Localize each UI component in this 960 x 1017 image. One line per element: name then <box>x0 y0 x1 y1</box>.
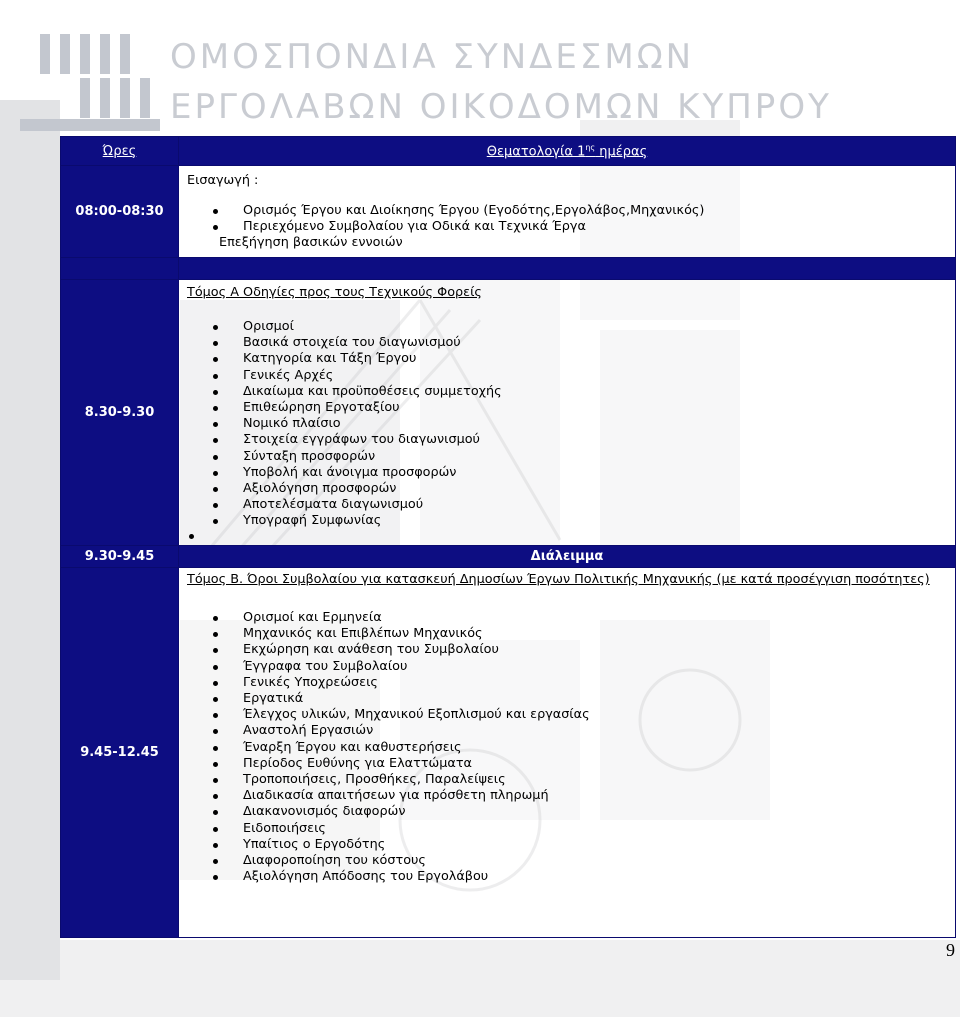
row-time: 8.30-9.30 <box>61 280 179 546</box>
page-number: 9 <box>946 940 955 960</box>
list-item: Βασικά στοιχεία του διαγωνισμού <box>187 335 955 351</box>
table-header-row <box>61 137 956 166</box>
spacer-cell <box>61 258 179 280</box>
list-item: Υποβολή και άνοιγμα προσφορών <box>187 465 955 481</box>
list-item: Υπαίτιος ο Εργοδότης <box>187 837 955 853</box>
table-row <box>61 166 956 258</box>
list-item: Έγγραφα του Συμβολαίου <box>187 659 955 675</box>
federation-logo <box>20 14 170 134</box>
empty-bullet <box>187 530 955 544</box>
list-item: Στοιχεία εγγράφων του διαγωνισμού <box>187 432 955 448</box>
list-item: Διαδικασία απαιτήσεων για πρόσθετη πληρωμή <box>187 788 955 804</box>
header-topic-suffix: ημέρας <box>595 144 648 160</box>
federation-name-line2: ΕΡΓΟΛΑΒΩΝ ΟΙΚΟΔΟΜΩΝ ΚΥΠΡΟΥ <box>170 87 832 127</box>
list-item: Ορισμοί και Ερμηνεία <box>187 610 955 626</box>
list-item: Περιεχόμενο Συμβολαίου για Οδικά και Τεχνικά Έργα <box>187 219 955 235</box>
list-item: Μηχανικός και Επιβλέπων Μηχανικός <box>187 626 955 642</box>
list-item: Περίοδος Ευθύνης για Ελαττώματα <box>187 756 955 772</box>
spacer-cell <box>179 258 956 280</box>
list-item: Αξιολόγηση Απόδοσης του Εργολάβου <box>187 869 955 885</box>
topic-list <box>187 610 955 885</box>
row-content <box>179 568 956 938</box>
list-item: Επιθεώρηση Εργοταξίου <box>187 400 955 416</box>
list-item: Επεξήγηση βασικών εννοιών <box>219 235 403 251</box>
section-title: Εισαγωγή : <box>187 173 259 188</box>
list-item: Τροποποιήσεις, Προσθήκες, Παραλείψεις <box>187 772 955 788</box>
federation-name <box>170 32 832 132</box>
header-topic-text: Θεματολογία 1 <box>486 144 586 160</box>
row-content <box>179 166 956 258</box>
list-item: Δικαίωμα και προϋποθέσεις συμμετοχής <box>187 384 955 400</box>
list-item: Εργατικά <box>187 691 955 707</box>
list-item: Αναστολή Εργασιών <box>187 723 955 739</box>
row-time: 9.30-9.45 <box>61 546 179 568</box>
section-title: Τόμος Β. Όροι Συμβολαίου για κατασκευή Δημοσίων Έργων Πολιτικής Μηχανικής (με κατά προσέγγιση ποσότητες) <box>187 572 930 587</box>
list-item: Ορισμός Έργου και Διοίκησης Έργου (Εγοδότης,Εργολάβος,Μηχανικός) <box>187 203 955 219</box>
schedule-table <box>60 136 956 938</box>
list-item: Διαφοροποίηση του κόστους <box>187 853 955 869</box>
list-item: Εκχώρηση και ανάθεση του Συμβολαίου <box>187 642 955 658</box>
list-item: Γενικές Αρχές <box>187 368 955 384</box>
table-row <box>61 546 956 568</box>
list-item: Αξιολόγηση προσφορών <box>187 481 955 497</box>
header-topic <box>179 137 956 166</box>
list-item: Έναρξη Έργου και καθυστερήσεις <box>187 740 955 756</box>
table-row <box>61 280 956 546</box>
list-item: Ορισμοί <box>187 319 955 335</box>
spacer-row <box>61 258 956 280</box>
table-row <box>61 568 956 938</box>
topic-list <box>187 319 955 530</box>
break-label: Διάλειμμα <box>179 546 956 568</box>
list-item: Ειδοποιήσεις <box>187 821 955 837</box>
header-time: Ώρες <box>61 137 179 166</box>
federation-name-line1: ΟΜΟΣΠΟΝΔΙΑ ΣΥΝΔΕΣΜΩΝ <box>170 37 695 77</box>
list-item: Γενικές Υποχρεώσεις <box>187 675 955 691</box>
list-item: Κατηγορία και Τάξη Έργου <box>187 351 955 367</box>
row-time: 9.45-12.45 <box>61 568 179 938</box>
section-title: Τόμος Α Οδηγίες προς τους Τεχνικούς Φορείς <box>187 285 482 300</box>
row-content <box>179 280 956 546</box>
header-topic-sup: ης <box>585 142 596 152</box>
row-time: 08:00-08:30 <box>61 166 179 258</box>
list-item: Έλεγχος υλικών, Μηχανικού Εξοπλισμού και εργασίας <box>187 707 955 723</box>
list-item: Νομικό πλαίσιο <box>187 416 955 432</box>
list-item: Αποτελέσματα διαγωνισμού <box>187 497 955 513</box>
list-item: Υπογραφή Συμφωνίας <box>187 513 955 529</box>
topic-list <box>187 203 955 235</box>
list-item: Διακανονισμός διαφορών <box>187 804 955 820</box>
list-item: Σύνταξη προσφορών <box>187 449 955 465</box>
